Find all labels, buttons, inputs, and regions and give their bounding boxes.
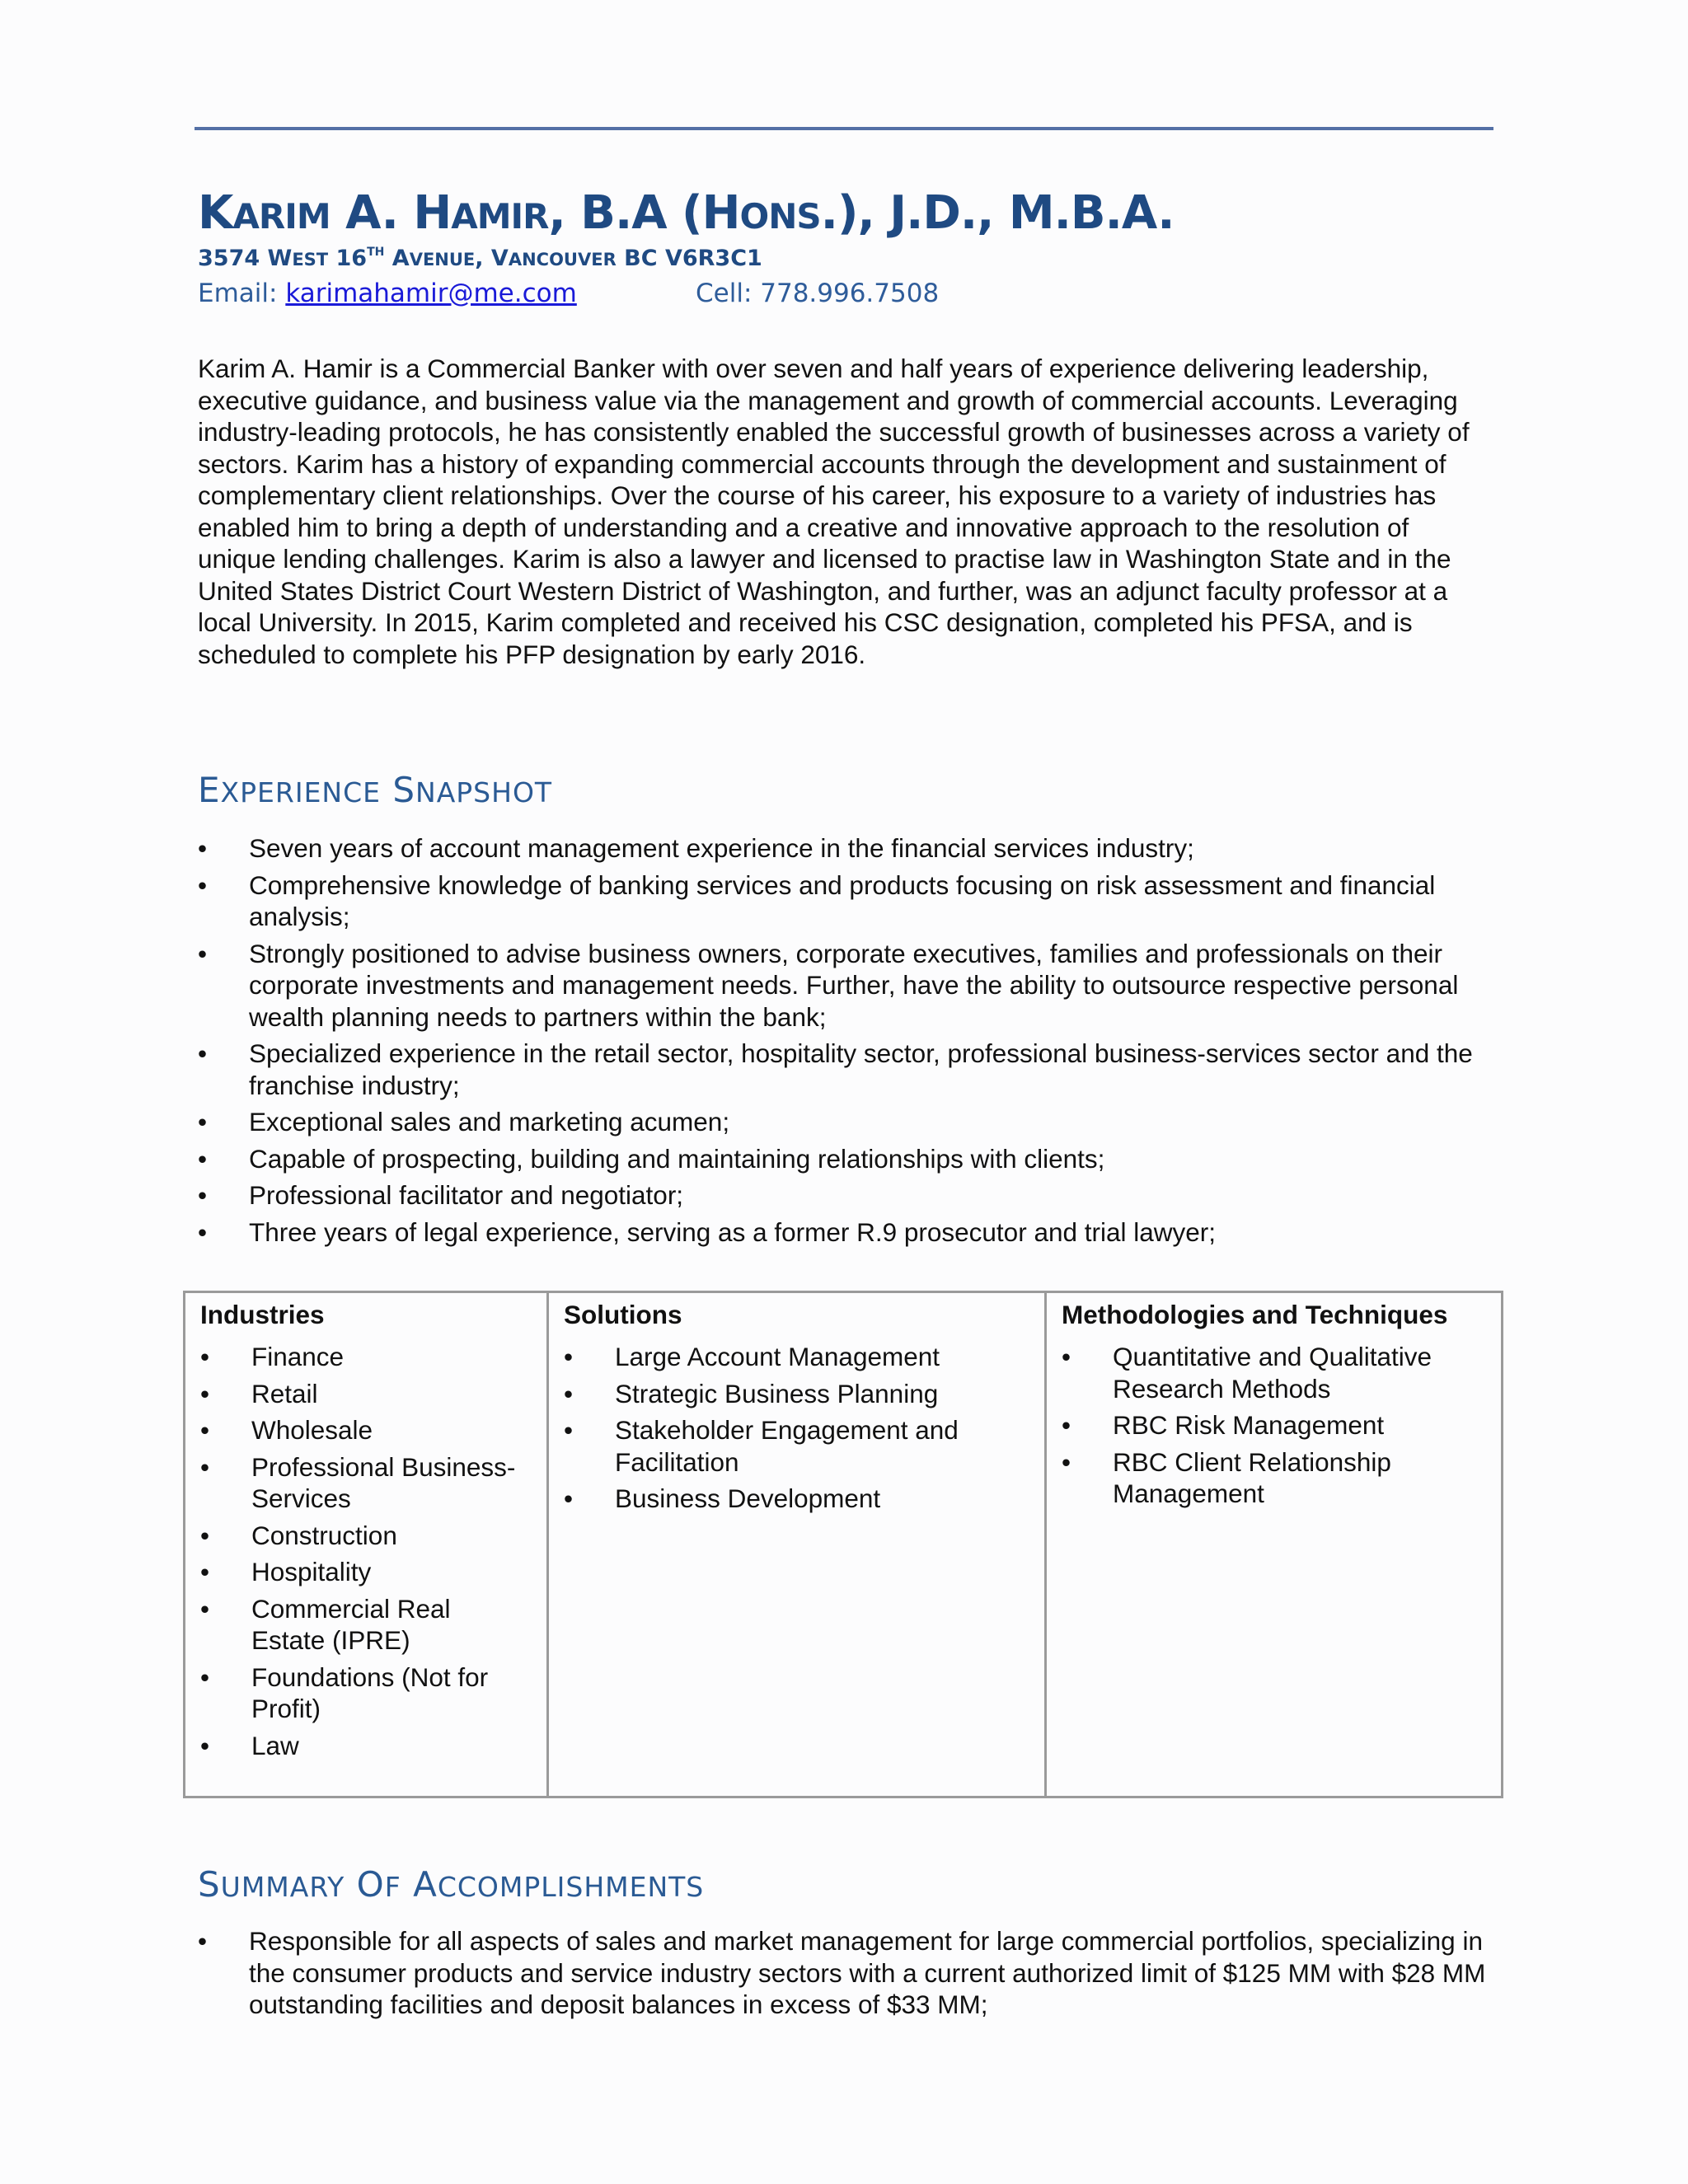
bullet-icon: •	[564, 1342, 574, 1371]
address-city: ANCOUVER	[508, 250, 617, 269]
list-item-text: Seven years of account management experience in the financial services industry;	[249, 833, 1194, 863]
skills-table	[183, 1291, 1503, 1798]
experience-title	[198, 770, 552, 810]
list-item-text: Law	[251, 1730, 299, 1760]
bullet-icon: •	[200, 1730, 210, 1760]
bullet-icon: •	[198, 833, 208, 863]
list-item	[564, 1341, 1025, 1373]
list-item-text: Construction	[251, 1520, 397, 1550]
title-part: A. H	[330, 186, 452, 240]
bullet-icon: •	[1062, 1410, 1071, 1440]
title-part: XPERIENCE	[220, 776, 381, 808]
email-label: Email:	[198, 279, 286, 308]
list-item-text: Wholesale	[251, 1415, 373, 1445]
title-part: NAPSHOT	[415, 776, 553, 808]
list-item-text: Strategic Business Planning	[615, 1378, 939, 1408]
title-part: F	[384, 1871, 401, 1903]
title-part: UMMARY	[220, 1871, 345, 1903]
list-item-text: Professional facilitator and negotiator;	[249, 1180, 684, 1210]
title-part: ARIM	[232, 196, 331, 237]
address-number: 3574 W	[198, 246, 293, 271]
bullet-icon: •	[198, 1038, 208, 1068]
list-item	[200, 1341, 530, 1373]
list-item-text: Commercial Real Estate (IPRE)	[251, 1593, 451, 1655]
title-part: .), J.D., M.B.A.	[820, 186, 1175, 240]
list-item-text: Strongly positioned to advise business owners, corporate executives, families and professionals on their corporate investments and management needs. Further, have the ability to outsource respective personal wealth planning needs to partners within the bank;	[249, 938, 1459, 1032]
title-part: ONS	[739, 196, 821, 237]
title-part: , B.A (H	[548, 186, 740, 240]
experience-list	[198, 832, 1500, 1253]
intro-paragraph: Karim A. Hamir is a Commercial Banker with over seven and half years of experience delivering leadership, executive guidance, and business value via the management and growth of commercial accounts. Leveraging industry-leading protocols, he has consistently enabled the successful growth of businesses across a variety of sectors. Karim has a history of expanding commercial accounts through the development and sustainment of complementary client relationships. Over the course of his career, his exposure to a variety of industries has enabled him to bring a depth of understanding and a creative and innovative approach to the resolution of unique lending challenges. Karim is also a lawyer and licensed to practise law in Washington State and in the United States District Court Western District of Washington, and further, was an adjunct faculty professor at a local University. In 2015, Karim completed and received his CSC designation, completed his PFSA, and is scheduled to complete his PFP designation by early 2016.	[198, 354, 1470, 669]
list-item	[198, 869, 1500, 933]
skills-col-methods	[1044, 1293, 1501, 1796]
list-item	[200, 1520, 530, 1552]
list-item-text: Quantitative and Qualitative Research Methods	[1113, 1342, 1432, 1404]
list-item	[200, 1730, 530, 1762]
address-street: EST	[292, 250, 329, 269]
list-item	[1062, 1341, 1474, 1404]
col-heading: Methodologies and Techniques	[1062, 1300, 1448, 1329]
title-part: A	[401, 1864, 438, 1905]
accomplishments-title	[198, 1864, 704, 1905]
bullet-icon: •	[198, 1107, 208, 1137]
title-part: E	[198, 770, 221, 810]
list-item	[198, 938, 1500, 1033]
email-link[interactable]: karimahamir@me.com	[285, 279, 577, 308]
list-item-text: Responsible for all aspects of sales and market management for large commercial portfolios, specializing in the consumer products and service industry sectors with a current authorized limit of $125 MM with $28 MM outstanding facilities and deposit balances in excess of $33 MM;	[249, 1926, 1486, 2019]
list-item-text: Retail	[251, 1378, 318, 1408]
col-heading: Industries	[200, 1300, 325, 1329]
list-item	[198, 1925, 1500, 2021]
bullet-icon: •	[198, 1180, 208, 1210]
list-item	[198, 1216, 1500, 1249]
list-item	[200, 1378, 530, 1410]
bullet-icon: •	[564, 1415, 574, 1445]
list-item-text: Business Development	[615, 1483, 881, 1513]
bullet-icon: •	[198, 1926, 208, 1956]
list-item-text: Large Account Management	[615, 1342, 940, 1371]
cell-phone: Cell: 778.996.7508	[696, 279, 940, 308]
list-item-text: RBC Client Relationship Management	[1113, 1446, 1391, 1508]
bullet-icon: •	[198, 1216, 208, 1247]
list-item-text: Foundations (Not for Profit)	[251, 1661, 489, 1723]
bullet-icon: •	[198, 938, 208, 968]
bullet-icon: •	[200, 1520, 210, 1550]
list-item	[198, 832, 1500, 865]
list-item-text: Professional Business-Services	[251, 1451, 516, 1513]
col-heading: Solutions	[564, 1300, 682, 1329]
list-item-text: RBC Risk Management	[1113, 1410, 1385, 1440]
list-item	[200, 1556, 530, 1588]
list-item	[200, 1414, 530, 1446]
title-part: O	[345, 1864, 385, 1905]
title-part: S	[198, 1864, 221, 1905]
bullet-icon: •	[200, 1378, 210, 1408]
bullet-icon: •	[200, 1415, 210, 1445]
address-ordinal: TH	[367, 246, 385, 259]
list-item	[200, 1661, 530, 1725]
bullet-icon: •	[200, 1342, 210, 1371]
list-item-text: Specialized experience in the retail sector, hospitality sector, professional business-services sector and the franchise industry;	[249, 1038, 1473, 1100]
bullet-icon: •	[200, 1593, 210, 1624]
list-item	[200, 1593, 530, 1657]
list-item-text: Stakeholder Engagement and Facilitation	[615, 1415, 959, 1477]
list-item	[1062, 1446, 1474, 1510]
email-line	[198, 279, 577, 308]
address-postal: BC V6R3C1	[616, 246, 762, 271]
candidate-name	[198, 186, 1175, 240]
address-v: , V	[475, 246, 509, 271]
list-item	[564, 1414, 1025, 1478]
bullet-icon: •	[564, 1378, 574, 1408]
list-item-text: Capable of prospecting, building and maintaining relationships with clients;	[249, 1143, 1105, 1174]
bullet-icon: •	[198, 869, 208, 900]
skills-col-industries	[185, 1293, 546, 1796]
list-item-text: Three years of legal experience, serving as a former R.9 prosecutor and trial lawyer;	[249, 1216, 1217, 1247]
solutions-list	[564, 1341, 1025, 1515]
title-part: AMIR	[451, 196, 549, 237]
bullet-icon: •	[200, 1557, 210, 1586]
skills-col-solutions	[546, 1293, 1044, 1796]
top-rule	[195, 127, 1493, 130]
list-item	[1062, 1409, 1474, 1441]
address	[198, 246, 762, 271]
list-item-text: Exceptional sales and marketing acumen;	[249, 1107, 730, 1137]
title-part: K	[198, 186, 233, 240]
list-item	[198, 1143, 1500, 1175]
list-item	[198, 1106, 1500, 1138]
address-avenue: VENUE	[409, 250, 476, 269]
list-item	[564, 1483, 1025, 1515]
list-item-text: Hospitality	[251, 1557, 372, 1586]
bullet-icon: •	[198, 1143, 208, 1174]
title-part: S	[381, 770, 416, 810]
address-a: A	[384, 246, 410, 271]
list-item	[198, 1038, 1500, 1101]
list-item-text: Comprehensive knowledge of banking services and products focusing on risk assessment and financial analysis;	[249, 869, 1436, 931]
bullet-icon: •	[1062, 1342, 1071, 1371]
bullet-icon: •	[1062, 1446, 1071, 1477]
methods-list	[1062, 1341, 1474, 1510]
bullet-icon: •	[200, 1451, 210, 1482]
list-item	[198, 1179, 1500, 1212]
list-item-text: Finance	[251, 1342, 345, 1371]
address-16: 16	[328, 246, 368, 271]
bullet-icon: •	[200, 1661, 210, 1692]
title-part: CCOMPLISHMENTS	[437, 1871, 705, 1903]
bullet-icon: •	[564, 1483, 574, 1513]
list-item	[564, 1378, 1025, 1410]
industries-list	[200, 1341, 530, 1761]
accomplishments-list	[198, 1925, 1500, 2026]
list-item	[200, 1451, 530, 1515]
